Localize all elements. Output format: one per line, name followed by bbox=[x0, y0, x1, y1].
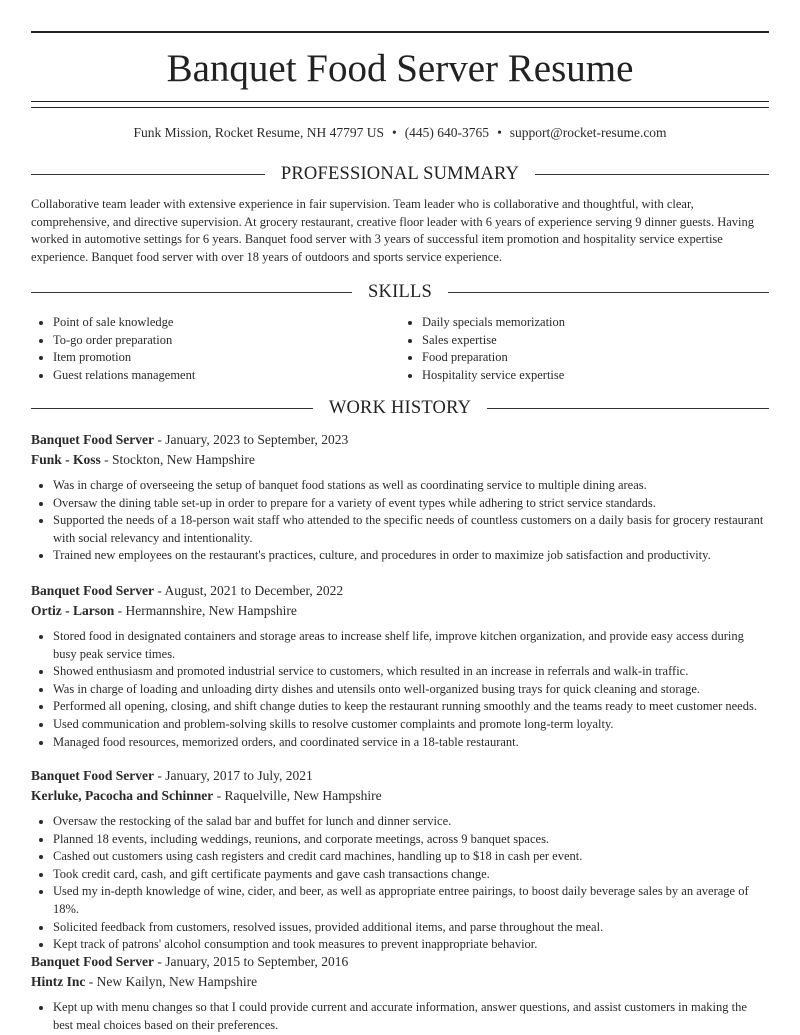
job-bullet: • Oversaw the dining table set-up in order to prepare for a variety of event types while adhering to strict service standards. bbox=[53, 495, 769, 513]
skill-item: • Sales expertise bbox=[422, 332, 769, 350]
skill-item: • To-go order preparation bbox=[53, 332, 400, 350]
divider bbox=[487, 408, 769, 409]
contact-email[interactable]: support@rocket-resume.com bbox=[509, 125, 667, 140]
skill-item: • Point of sale knowledge bbox=[53, 314, 400, 332]
skill-item: • Item promotion bbox=[53, 349, 400, 367]
job-company-line bbox=[31, 972, 769, 991]
job-bullet: • Planned 18 events, including weddings, reunions, and corporate meetings, across 9 banquet spaces. bbox=[53, 831, 769, 849]
contact-separator: • bbox=[497, 125, 502, 140]
job-bullet: • Was in charge of loading and unloading dirty dishes and utensils onto well-organized busing trays for quick cleaning and storage. bbox=[53, 681, 769, 699]
job-bullet: • Trained new employees on the restaurant's practices, culture, and procedures in order to maximize job satisfaction and productivity. bbox=[53, 547, 769, 565]
skill-item: • Guest relations management bbox=[53, 367, 400, 385]
skills-column-left bbox=[31, 314, 400, 384]
job-bullet: • Supported the needs of a 18-person wait staff who attended to the specific needs of countless customers on a daily basis for grocery restaurant with social relevancy and intentionality. bbox=[53, 512, 769, 547]
job-title-line bbox=[31, 581, 769, 600]
skills-list bbox=[31, 314, 769, 384]
job-company-line bbox=[31, 786, 769, 805]
job-bullet: • Managed food resources, memorized orders, and coordinated service in a 18-table restaurant. bbox=[53, 734, 769, 752]
job-entry bbox=[31, 581, 769, 751]
job-bullet: • Stored food in designated containers and storage areas to increase shelf life, improve kitchen organization, and provide easy access during busy peak service times. bbox=[53, 628, 769, 663]
job-bullets bbox=[31, 628, 769, 751]
skill-item: • Daily specials memorization bbox=[422, 314, 769, 332]
job-entry bbox=[31, 430, 769, 565]
job-bullet: • Solicited feedback from customers, resolved issues, provided additional items, and parse throughout the meal. bbox=[53, 919, 769, 937]
job-title-line bbox=[31, 766, 769, 785]
work-heading: WORK HISTORY bbox=[328, 397, 472, 418]
divider bbox=[448, 292, 769, 293]
job-bullets bbox=[31, 813, 769, 954]
job-dates: - January, 2017 to July, 2021 bbox=[154, 768, 313, 783]
resume-title: Banquet Food Server Resume bbox=[166, 47, 634, 90]
job-title-line bbox=[31, 430, 769, 449]
job-bullet: • Kept up with menu changes so that I could provide current and accurate information, answer questions, and assist customers in making the best meal choices based on their preferences. bbox=[53, 999, 769, 1034]
job-title: Banquet Food Server bbox=[31, 432, 154, 447]
contact-line bbox=[0, 124, 800, 142]
job-location: - New Kailyn, New Hampshire bbox=[85, 974, 258, 989]
job-dates: - August, 2021 to December, 2022 bbox=[154, 583, 344, 598]
skills-heading-row bbox=[31, 280, 769, 304]
job-title-line bbox=[31, 952, 769, 971]
skill-item: • Food preparation bbox=[422, 349, 769, 367]
job-company-line bbox=[31, 601, 769, 620]
job-bullet: • Oversaw the restocking of the salad bar and buffet for lunch and dinner service. bbox=[53, 813, 769, 831]
top-rule bbox=[31, 31, 769, 33]
divider bbox=[31, 292, 352, 293]
job-location: - Stockton, New Hampshire bbox=[100, 452, 255, 467]
contact-separator: • bbox=[391, 125, 397, 140]
job-company-line bbox=[31, 450, 769, 469]
job-bullet: • Cashed out customers using cash registers and credit card machines, handling up to $18 in cash per event. bbox=[53, 848, 769, 866]
job-bullets bbox=[31, 999, 769, 1034]
skills-column-right bbox=[400, 314, 769, 384]
job-company: Hintz Inc bbox=[31, 974, 86, 989]
job-title: Banquet Food Server bbox=[31, 583, 154, 598]
skill-item: • Hospitality service expertise bbox=[422, 367, 769, 385]
job-dates: - January, 2015 to September, 2016 bbox=[154, 954, 349, 969]
divider bbox=[31, 174, 265, 175]
job-entry bbox=[31, 952, 769, 1034]
contact-address: Funk Mission, Rocket Resume, NH 47797 US bbox=[133, 125, 384, 140]
summary-heading: PROFESSIONAL SUMMARY bbox=[280, 163, 520, 184]
job-entry bbox=[31, 766, 769, 954]
job-location: - Hermannshire, New Hampshire bbox=[114, 603, 297, 618]
job-bullet: • Kept track of patrons' alcohol consumption and took measures to prevent inappropriate behavior. bbox=[53, 936, 769, 954]
job-title: Banquet Food Server bbox=[31, 954, 154, 969]
job-company: Kerluke, Pacocha and Schinner bbox=[31, 788, 214, 803]
job-dates: - January, 2023 to September, 2023 bbox=[154, 432, 349, 447]
summary-heading-row bbox=[31, 162, 769, 186]
work-heading-row bbox=[31, 396, 769, 420]
job-bullets bbox=[31, 477, 769, 565]
job-bullet: • Performed all opening, closing, and shift change duties to keep the restaurant running smoothly and the teams ready to meet customer needs. bbox=[53, 698, 769, 716]
skills-heading: SKILLS bbox=[368, 281, 432, 302]
job-bullet: • Was in charge of overseeing the setup of banquet food stations as well as coordinating service to multiple dining areas. bbox=[53, 477, 769, 495]
job-bullet: • Used communication and problem-solving skills to resolve customer complaints and promote long-term loyalty. bbox=[53, 716, 769, 734]
job-bullet: • Took credit card, cash, and gift certificate payments and gave cash transactions change. bbox=[53, 866, 769, 884]
contact-phone[interactable]: (445) 640-3765 bbox=[404, 125, 490, 140]
job-company: Funk - Koss bbox=[31, 452, 101, 467]
summary-text: Collaborative team leader with extensive experience in fair supervision. Team leader who is collaborative and thoughtful, with clear, comprehensive, and directive supervision. At grocery restaurant, creative floor leader with 6 years of experience serving 9 dinner guests. Having worked in automotive settings for 6 years. Banquet food server with 3 years of successful item promotion and hospitality service expertise experience. Banquet food server with over 18 years of outdoors and sports service experience. bbox=[31, 197, 755, 265]
job-location: - Raquelville, New Hampshire bbox=[213, 788, 382, 803]
job-company: Ortiz - Larson bbox=[31, 603, 115, 618]
job-bullet: • Used my in-depth knowledge of wine, cider, and beer, as well as appropriate entree pairings, to boost daily beverage sales by an average of 18%. bbox=[53, 883, 769, 918]
job-bullet: • Showed enthusiasm and promoted industrial service to customers, which resulted in an increase in referrals and walk-in traffic. bbox=[53, 663, 769, 681]
divider bbox=[31, 408, 313, 409]
divider bbox=[535, 174, 769, 175]
job-title: Banquet Food Server bbox=[31, 768, 154, 783]
title-double-rule bbox=[31, 101, 769, 108]
